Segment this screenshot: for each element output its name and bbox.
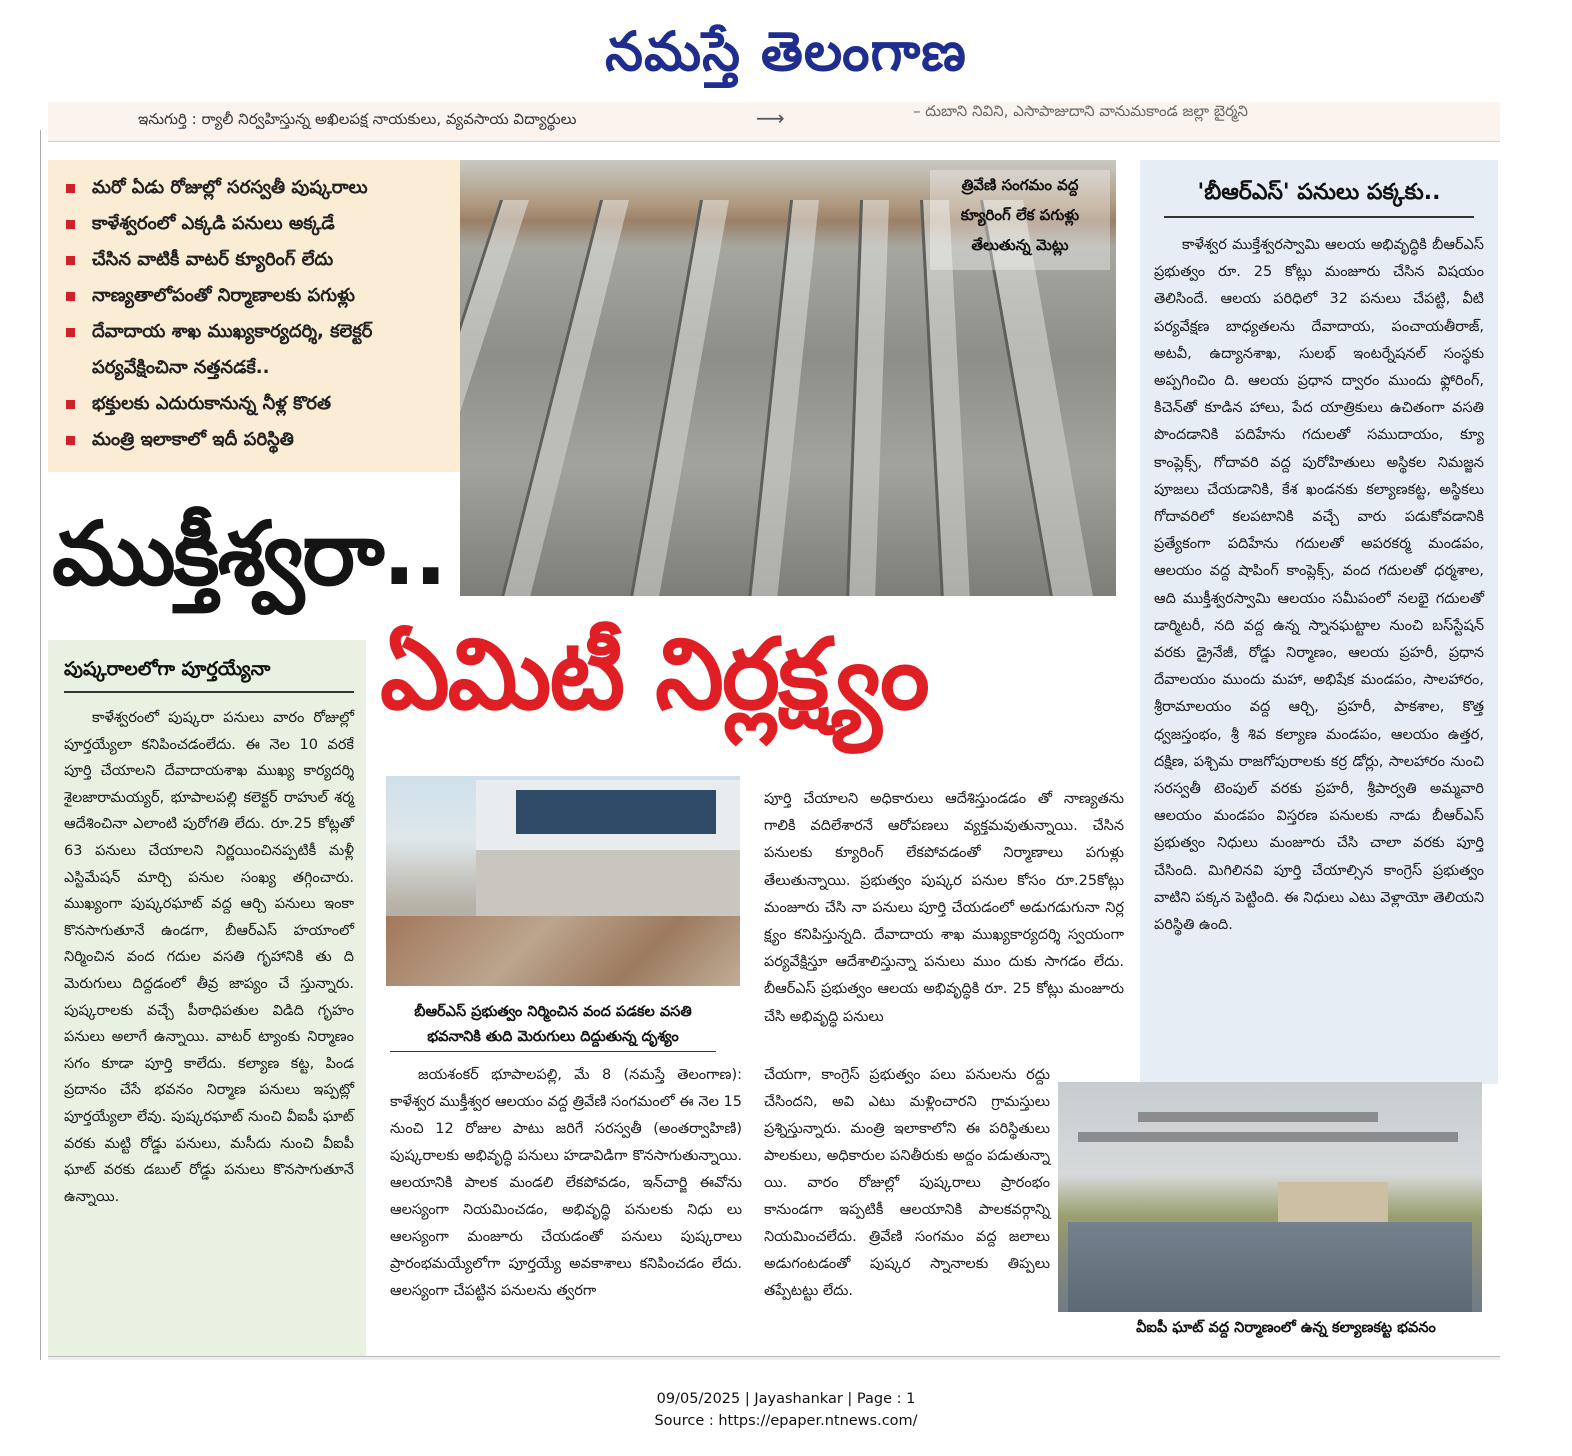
- sidebar-body: కాళేశ్వర ముక్తేశ్వరస్వామి ఆలయ అభివృద్ధికి బీఆర్ఎస్ ప్రభుత్వం రూ. 25 కోట్లు మంజూరు చేసిన విషయం తెలిసిందే. ఆలయ పరిధిలో 32 పనులు చేపట్టి, వీటి పర్యవేక్షణ బాధ్యతలను దేవాదాయ, పంచాయతీరాజ్, అటవీ, ఉద్యానశాఖ, సులభ్ ఇంటర్నేషనల్ సంస్థకు అప్పగించిం ది. ఆలయ ప్రధాన ద్వారం ముందు ఫ్లోరింగ్, కిచెన్‌తో కూడిన హాలు, పేద యాత్రికులు ఉచితంగా వసతి పొందడానికి పదిహేను గదులతో సముదాయం, క్యూ కాంప్లెక్స్, గోదావరి వద్ద పురోహితులు అస్థికల నిమజ్జన పూజలు చేయడానికి, కేశ ఖండనకు కల్యాణకట్ట, అస్థికలు గోదావరిలో కలపటానికి వచ్చే వారు పడుకోవడానికి ప్రత్యేకంగా పదిహేను గదులతో అపరకర్మ మండపం, ఆలయం వద్ద షాపింగ్ కాంప్లెక్స్, వంద గదులతో ధర్మశాల, ఆది ముక్తీశ్వరస్వామి ఆలయం సమీపంలో నలభై గదులతో డార్మిటరీ, నది వద్ద ఉన్న స్నానఘట్టాల నుంచి బస్‌స్టేషన్ వరకు డ్రైనేజీ, రోడ్డు నిర్మాణం, ఆలయ ప్రహరీ, ప్రధాన దేవాలయం ముందు మహా, అభిషేక మండపం, సాలహారం, శ్రీరామాలయం వద్ద ఆర్చి, ప్రహరీ, పాకశాల, కొత్త ధ్వజస్తంభం, శ్రీ శివ కల్యాణ మండపం, ఆలయం ఉత్తర, దక్షిణ, పశ్చిమ రాజగోపురాలకు కర్ర డోర్లు, సాలహారం నుంచి సరస్వతీ టెంపుల్ వరకు ప్రహరీ, శ్రీపార్వతి అమ్మవారి ఆలయం మండపం విస్తరణ పనులకు నాడు బీఆర్ఎస్ ప్రభుత్వం నిధులు మంజూరు చేసి చాలా వరకు పూర్తి చేసింది. మిగిలినవి పూర్తి చేయాల్సిన కాంగ్రెస్ ప్రభుత్వం వాటిని పక్కన పెట్టింది. ఈ నిధులు ఎటు వెళ్లాయో తెలియని పరిస్థితి ఉంది.: [1154, 237, 1484, 934]
- headline-line-2: ఏమిటీ నిర్లక్ష్యం: [380, 618, 928, 732]
- left-column-body: కాళేశ్వరంలో పుష్కరా పనులు వారం రోజుల్లో పూర్తయ్యేలా కనిపించడంలేదు. ఈ నెల 10 వరకే పూర్తి చేయాలని దేవాదాయశాఖ ముఖ్య కార్యదర్శి శైలజారామయ్యర్, భూపాలపల్లి కలెక్టర్ రాహుల్ శర్మ ఆదేశించినా ఎలాంటి పురోగతి లేదు. రూ.25 కోట్లతో 63 పనులు చేయాలని నిర్ణయించినప్పటికీ మళ్లీ ఎస్టిమేషన్ మార్చి పనుల సంఖ్య తగ్గించారు. ముఖ్యంగా పుష్కరఘాట్ వద్ద ఆర్చి పనులు ఇంకా కొనసాగుతూనే ఉండగా, బీఆర్ఎస్ హయాంలో నిర్మించిన వంద గదుల వసతి గృహానికి తు ది మెరుగులు దిద్దడంలో తీవ్ర జాప్యం చే స్తున్నారు. పుష్కరాలకు వచ్చే పీఠాధిపతుల విడిది గృహం పనులు అలాగే ఉన్నాయి. వాటర్ ట్యాంకు నిర్మాణం సగం కూడా పూర్తి కాలేదు. కల్యాణ కట్ట, పిండ ప్రదానం చేసే భవనం నిర్మాణ పనులు ఇప్పట్లో పూర్తయ్యేలా లేవు. పుష్కరఘాట్ నుంచి వీఐపీ ఘాట్ వరకు మట్టి రోడ్డు పనులు, మసీదు నుంచి వీఐపీ ఘాట్ వరకు డబుల్ రోడ్డు పనులు కొనసాగుతూనే ఉన్నాయి.: [64, 710, 354, 1205]
- step-stripe: [746, 200, 819, 596]
- headline-line-1: ముక్తీశ్వరా..: [52, 502, 446, 605]
- highlight-item: మరో ఏడు రోజుల్లో సరస్వతీ పుష్కరాలు: [66, 170, 450, 206]
- article-continuation-paragraph: పూర్తి చేయాలని అధికారులు ఆదేశిస్తుండడం తో నాణ్యతను గాలికి వదిలేశారనే ఆరోపణలు వ్యక్తమవుతున్నాయి. చేసిన పనులకు క్యూరింగ్ లేకపోవడంతో నిర్మాణాలు పగుళ్లు తేలుతున్నాయి. ప్రభుత్వం పుష్కర పనుల కోసం రూ.25కోట్లు మంజూరు చేసి నా పనులు పూర్తి చేయడంలో అడుగడుగునా నిర్ల క్ష్యం కనిపిస్తున్నది. దేవాదాయ శాఖ ముఖ్యకార్యదర్శి స్వయంగా పర్యవేక్షిస్తూ ఆదేశాలిస్తున్నా పనులు ముం దుకు సాగడం లేదు. బీఆర్ఎస్ ప్రభుత్వం ఆలయ అభివృద్ధికి రూ. 25 కోట్లు మంజూరు చేసి అభివృద్ధి పనులు: [764, 791, 1124, 1025]
- highlight-item: చేసిన వాటికీ వాటర్ క్యూరింగ్ లేదు: [66, 242, 450, 278]
- paving-stones: [386, 916, 740, 986]
- top-strip: [48, 102, 1500, 142]
- page-margin-rule: [40, 130, 41, 1360]
- steps-photo-caption: త్రివేణి సంగమం వద్ద క్యూరింగ్ లేక పగుళ్లు తేలుతున్న మెట్లు: [930, 170, 1110, 270]
- page-footer: [0, 1388, 1572, 1438]
- top-strip-caption-left: ఇనుగుర్తి : ర్యాలీ నిర్వహిస్తున్న అఖిలపక్ష నాయకులు, వ్యవసాయ విద్యార్థులు: [138, 110, 577, 128]
- bullet-icon: [66, 184, 75, 193]
- highlight-item: దేవాదాయ శాఖ ముఖ్యకార్యదర్శి, కలెక్టర్ పర్యవేక్షించినా నత్తనడకే..: [66, 314, 450, 386]
- article-dateline-paragraph: జయశంకర్ భూపాలపల్లి, మే 8 (నమస్తే తెలంగాణ): కాళేశ్వర ముక్తీశ్వర ఆలయం వద్ద త్రివేణి సంగమంలో ఈ నెల 15 నుంచి 12 రోజుల పాటు జరిగే సరస్వతీ (అంతర్వాహిణి) పుష్కరాలకు అభివృద్ధి పనులు హడావిడిగా కొనసాగుతున్నాయి. ఆలయానికి పాలక మండలి లేకపోవడం, ఇన్‌చార్జి ఈవోను ఆలస్యంగా నియమించడం, అభివృద్ధి పనులకు నిధు లు ఆలస్యంగా మంజూరు చేయడంతో పనులు పుష్కరాలు ప్రారంభమయ్యేలోగా పూర్తయ్యే అవకాశాలు కనిపించడం లేదు. ఆలస్యంగా చేపట్టిన పనులను త్వరగా: [390, 1067, 742, 1299]
- bullet-icon: [66, 400, 75, 409]
- masthead: [0, 6, 1572, 96]
- construction-photo: [1058, 1082, 1482, 1312]
- building-ground-floor: [476, 850, 740, 920]
- highlight-item: కాళేశ్వరంలో ఎక్కడి పనులు అక్కడే: [66, 206, 450, 242]
- footer-date-edition: 09/05/2025 | Jayashankar | Page : 1: [656, 1391, 916, 1407]
- beam: [1078, 1132, 1458, 1142]
- left-column-box: [48, 640, 366, 1356]
- construction-photo-caption: వీఐపీ ఘాట్ వద్ద నిర్మాణంలో ఉన్న కల్యాణకట్ట భవనం: [1136, 1320, 1436, 1336]
- left-column-title: పుష్కరాలలోగా పూర్తయ్యేనా: [64, 658, 354, 693]
- bullet-icon: [66, 292, 75, 301]
- sidebar-brs-works: [1140, 160, 1498, 1084]
- top-strip-caption-right: – దుబాని నివిని, ఎసాపాజుదాని వానుమకాండ జల్లా బైర్మని: [913, 102, 1248, 120]
- footer-source: Source : https://epaper.ntnews.com/: [654, 1413, 918, 1429]
- sidebar-title: 'బీఆర్ఎస్' పనులు పక్కకు..: [1164, 180, 1474, 218]
- newspaper-title: నమస్తే తెలంగాణ: [605, 19, 967, 83]
- highlight-item: మంత్రి ఇలాకాలో ఇదీ పరిస్థితి: [66, 422, 450, 458]
- bullet-icon: [66, 328, 75, 337]
- building-glass: [516, 790, 716, 834]
- bottom-rule: [48, 1356, 1500, 1360]
- step-stripe: [626, 200, 729, 596]
- bullet-icon: [66, 220, 75, 229]
- highlights-box: [48, 160, 460, 472]
- step-stripe: [845, 200, 889, 596]
- foundation: [1068, 1222, 1472, 1312]
- article-final-paragraph: చేయగా, కాంగ్రెస్ ప్రభుత్వం పలు పనులను రద్దు చేసిందని, అవి ఎటు మళ్లించారని గ్రామస్తులు ప్రశ్నిస్తున్నారు. మంత్రి ఇలాకాలోని ఈ పరిస్థితులు పాలకులు, అధికారుల పనితీరుకు అద్దం పడుతున్నా యి. వారం రోజుల్లో పుష్కరాలు ప్రారంభం కానుండగా ఇప్పటికీ ఆలయానికి పాలకవర్గాన్ని నియమించలేదు. త్రివేణి సంగమం వద్ద జలాలు అడుగంటడంతో పుష్కర స్నానాలకు తిప్పలు తప్పేటట్టు లేదు.: [764, 1067, 1050, 1299]
- arrow-icon: ⟶: [756, 106, 785, 130]
- highlight-item: నాణ్యతాలోపంతో నిర్మాణాలకు పగుళ్లు: [66, 278, 450, 314]
- beam: [1138, 1112, 1378, 1122]
- bullet-icon: [66, 436, 75, 445]
- bullet-icon: [66, 256, 75, 265]
- building-photo-caption: బీఆర్ఎస్ ప్రభుత్వం నిర్మించిన వంద పడకల వసతి భవనానికి తుది మెరుగులు దిద్దుతున్న దృశ్యం: [390, 1000, 716, 1052]
- highlight-item: భక్తులకు ఎదురుకానున్న నీళ్ల కొరత: [66, 386, 450, 422]
- building-photo: [386, 776, 740, 986]
